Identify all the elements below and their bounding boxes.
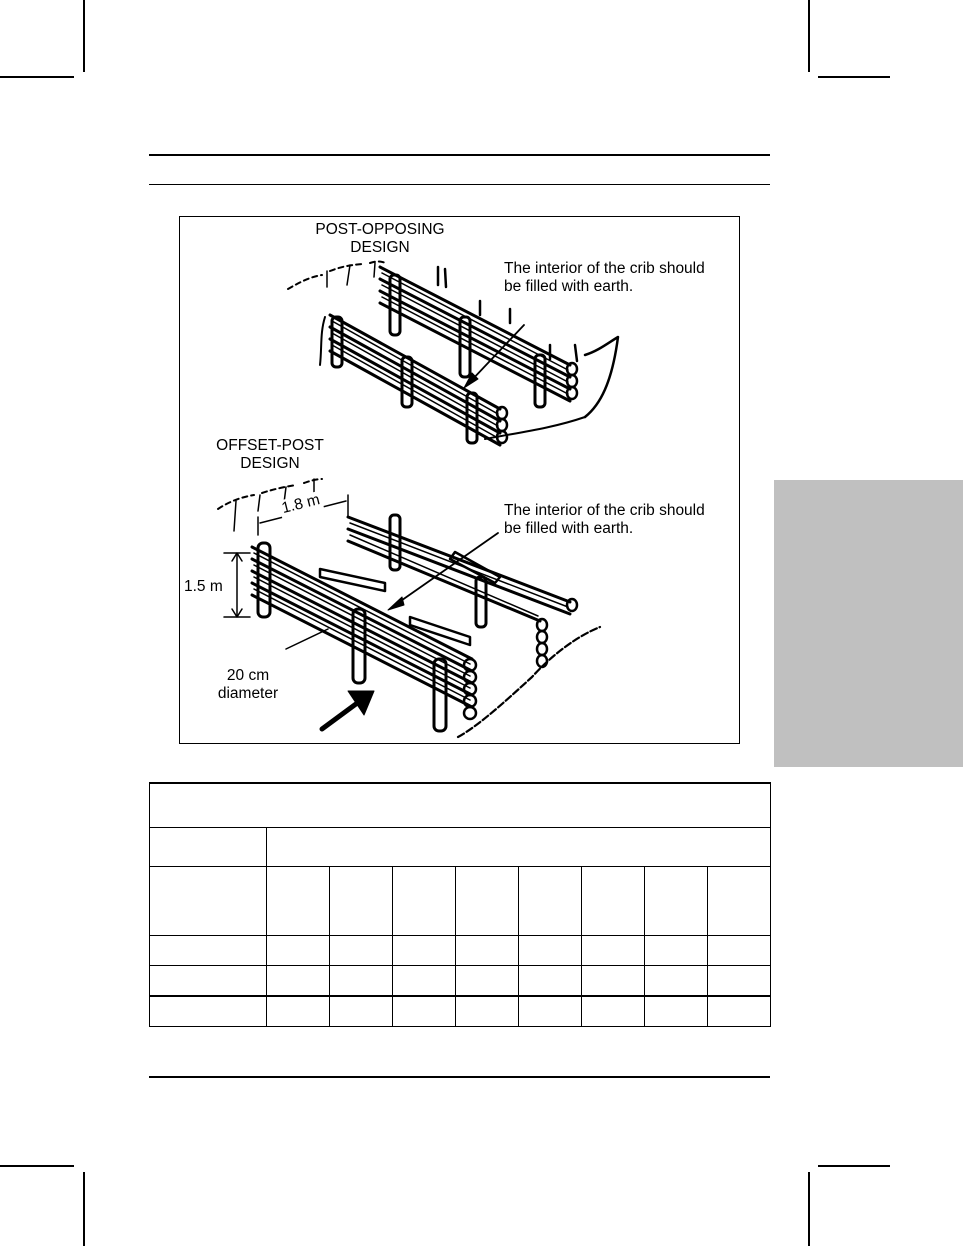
crop-mark-top-right-h	[818, 76, 890, 78]
table-cell	[645, 966, 708, 997]
table-cell	[582, 966, 645, 997]
chapter-thumb-tab	[774, 480, 963, 767]
table-cell	[582, 996, 645, 1027]
table-header-cell	[708, 867, 771, 936]
crib-illustration	[180, 217, 741, 745]
table-header-cell	[330, 867, 393, 936]
table-cell	[582, 936, 645, 966]
crop-mark-bottom-left-v	[83, 1172, 85, 1246]
crib-figure	[179, 216, 740, 744]
table-cell	[150, 996, 267, 1027]
table-cell	[456, 966, 519, 997]
length-dimension-label: 1.8 m	[278, 491, 324, 519]
table-cell	[393, 996, 456, 1027]
header-rule-thick	[149, 154, 770, 156]
table-header-cell	[393, 867, 456, 936]
top-fill-note	[504, 260, 705, 296]
table-cell	[393, 936, 456, 966]
bottom-note-line-1: The interior of the crib should	[504, 502, 705, 519]
table-column-header-row	[150, 867, 771, 936]
table-cell	[456, 996, 519, 1027]
crop-mark-top-left-v	[83, 0, 85, 72]
table-header-cell	[150, 867, 267, 936]
log-diameter-label	[208, 667, 288, 703]
crop-mark-top-left-h	[0, 76, 74, 78]
top-note-line-1: The interior of the crib should	[504, 260, 705, 277]
crop-mark-bottom-right-v	[808, 1172, 810, 1246]
table-cell	[330, 936, 393, 966]
offset-post-label-line-2: DESIGN	[240, 455, 300, 472]
table-title-cell	[150, 783, 771, 828]
table-cell	[267, 936, 330, 966]
crop-mark-bottom-left-h	[0, 1165, 74, 1167]
offset-post-design-label	[200, 437, 340, 473]
table-row	[150, 936, 771, 966]
table-cell	[267, 996, 330, 1027]
table-cell	[708, 936, 771, 966]
log-size-line-1: 20 cm	[226, 667, 270, 684]
bottom-note-line-2: be filled with earth.	[504, 520, 634, 537]
table-header-cell	[456, 867, 519, 936]
table-row	[150, 966, 771, 997]
table-title-row	[150, 783, 771, 828]
bottom-fill-note	[504, 502, 705, 538]
table-cell	[393, 966, 456, 997]
post-opposing-design-label	[300, 221, 460, 257]
table-cell	[519, 966, 582, 997]
post-opposing-label-line-2: DESIGN	[350, 239, 410, 256]
table-cell	[267, 966, 330, 997]
crop-mark-bottom-right-h	[818, 1165, 890, 1167]
table-cell	[330, 996, 393, 1027]
top-note-line-2: be filled with earth.	[504, 278, 634, 295]
table-header-cell	[267, 867, 330, 936]
header-rule-thin	[149, 184, 770, 185]
table-group-row	[150, 828, 771, 867]
table-cell	[645, 996, 708, 1027]
table-row	[150, 996, 771, 1027]
table-cell	[330, 966, 393, 997]
table-cell	[456, 936, 519, 966]
offset-post-label-line-1: OFFSET-POST	[216, 437, 324, 454]
height-dimension-label: 1.5 m	[184, 578, 223, 595]
log-size-line-2: diameter	[217, 685, 279, 702]
table-stub-header-cell	[150, 828, 267, 867]
footer-rule	[149, 1076, 770, 1078]
table-cell	[150, 966, 267, 997]
crib-data-table	[149, 782, 771, 1027]
post-opposing-label-line-1: POST-OPPOSING	[315, 221, 445, 238]
table-header-cell	[645, 867, 708, 936]
table-cell	[519, 996, 582, 1027]
table-header-cell	[582, 867, 645, 936]
table-cell	[150, 936, 267, 966]
table-cell	[708, 996, 771, 1027]
table-cell	[519, 936, 582, 966]
table-header-cell	[519, 867, 582, 936]
table-cell	[645, 936, 708, 966]
table-group-header-cell	[267, 828, 771, 867]
table-cell	[708, 966, 771, 997]
crop-mark-top-right-v	[808, 0, 810, 72]
